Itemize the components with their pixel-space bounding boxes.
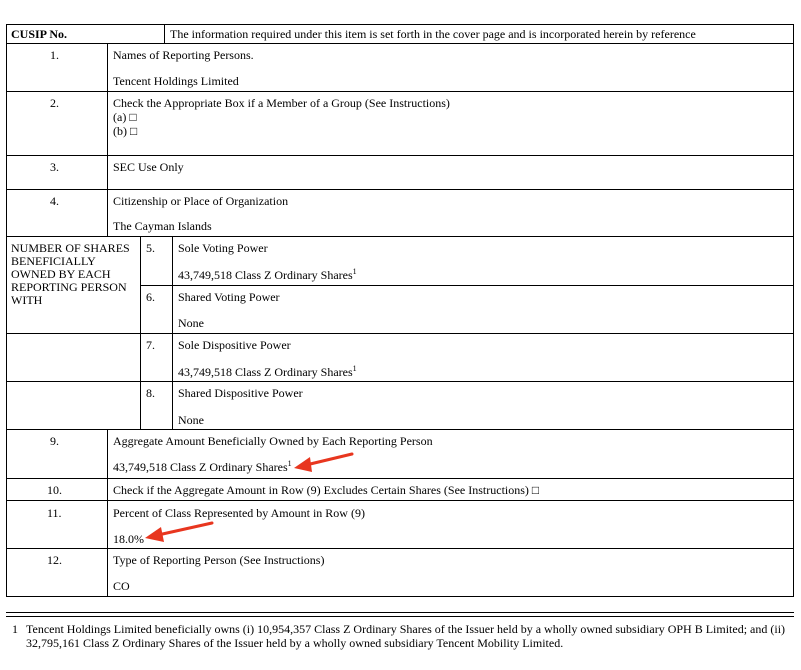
shares-label-line: BENEFICIALLY xyxy=(11,254,96,268)
checkbox-option-b: (b) □ xyxy=(113,124,138,138)
row-title: Check if the Aggregate Amount in Row (9) Excludes Certain Shares (See Instructions) □ xyxy=(113,483,540,497)
item-title: Sole Dispositive Power xyxy=(178,338,291,352)
row-divider xyxy=(6,429,794,430)
row-title: SEC Use Only xyxy=(113,160,184,174)
footnote-separator xyxy=(6,616,794,617)
row-number: 12. xyxy=(47,553,62,567)
shares-label-line: OWNED BY EACH xyxy=(11,267,111,281)
item-title: Shared Dispositive Power xyxy=(178,386,303,400)
item-number: 7. xyxy=(146,338,155,352)
row-divider xyxy=(6,189,794,190)
footnote-ref: 1 xyxy=(352,267,357,276)
annotation-arrow-icon xyxy=(140,516,220,546)
shares-item-divider xyxy=(140,285,794,286)
row-number: 1. xyxy=(50,48,59,62)
footnote-ref: 1 xyxy=(287,459,292,468)
item-value: 43,749,518 Class Z Ordinary Shares$^1$ xyxy=(178,267,357,282)
checkbox-option-a: (a) □ xyxy=(113,110,137,124)
row-title: Type of Reporting Person (See Instructions) xyxy=(113,553,325,567)
item-number: 8. xyxy=(146,386,155,400)
row-number: 3. xyxy=(50,160,59,174)
row-title: Percent of Class Represented by Amount in Row (9) xyxy=(113,506,365,520)
row-title: Citizenship or Place of Organization xyxy=(113,194,289,208)
row-number: 4. xyxy=(50,194,59,208)
item-title: Sole Voting Power xyxy=(178,241,268,255)
row-number: 9. xyxy=(50,434,59,448)
item-title: Shared Voting Power xyxy=(178,290,280,304)
row-title: Names of Reporting Persons. xyxy=(113,48,254,62)
number-column-divider xyxy=(107,429,108,597)
row-value: 18.0% xyxy=(113,532,144,546)
cusip-divider xyxy=(164,24,165,44)
item-value: None xyxy=(178,316,204,330)
row-divider xyxy=(6,548,794,549)
item-number: 6. xyxy=(146,290,155,304)
item-value: 43,749,518 Class Z Ordinary Shares$^1$ xyxy=(178,364,357,379)
row-title: Check the Appropriate Box if a Member of a Group (See Instructions) xyxy=(113,96,450,110)
row-number: 2. xyxy=(50,96,59,110)
annotation-arrow-icon xyxy=(287,448,360,478)
item-number: 5. xyxy=(146,241,155,255)
cusip-text: The information required under this item is set forth in the cover page and is incorporated herein by reference xyxy=(170,27,696,41)
row-number: 11. xyxy=(47,506,62,520)
row-value: CO xyxy=(113,579,130,593)
shares-label-line: REPORTING PERSON xyxy=(11,280,127,294)
number-column-divider xyxy=(107,43,108,237)
shares-label-line: WITH xyxy=(11,293,43,307)
row-number: 10. xyxy=(47,483,62,497)
footnote-ref: 1 xyxy=(352,364,357,373)
item-value: None xyxy=(178,413,204,427)
row-divider xyxy=(6,478,794,479)
cusip-label: CUSIP No. xyxy=(11,27,68,41)
row-divider xyxy=(6,236,794,237)
row-title: Aggregate Amount Beneficially Owned by Each Reporting Person xyxy=(113,434,433,448)
row-divider xyxy=(6,155,794,156)
row-value: Tencent Holdings Limited xyxy=(113,74,239,88)
shares-item-divider xyxy=(6,381,794,382)
row-divider xyxy=(6,91,794,92)
footnote-separator xyxy=(6,612,794,613)
row-value: 43,749,518 Class Z Ordinary Shares$^1$ xyxy=(113,459,292,474)
row-divider xyxy=(6,500,794,501)
footnote-number: 1 xyxy=(12,622,18,636)
shares-label-line: NUMBER OF SHARES xyxy=(11,241,130,255)
row-value: The Cayman Islands xyxy=(113,219,212,233)
shares-item-divider xyxy=(6,333,794,334)
footnote-text: Tencent Holdings Limited beneficially owns (i) 10,954,357 Class Z Ordinary Shares of the Issuer held by a wholly owned subsidiary OPH B Limited; and (ii) 32,795,161 Class Z Ordinary Shares of the Issuer held by a wholly owned subsidiary Tencent Mobility Limited. xyxy=(26,622,786,650)
